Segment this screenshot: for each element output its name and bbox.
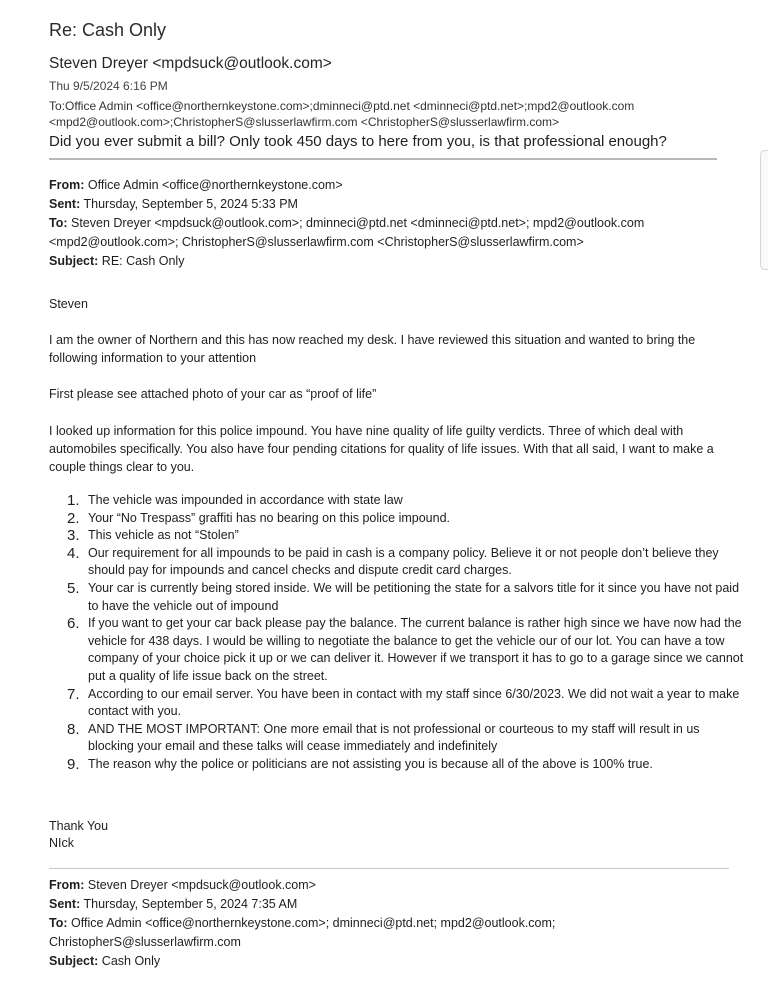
- list-number: 9.: [67, 755, 80, 773]
- subject-label: Subject:: [49, 254, 99, 268]
- quoted-header-1: [49, 176, 739, 271]
- list-number: 6.: [67, 615, 80, 633]
- list-item-text: If you want to get your car back please pay the balance. The current balance is rather high since we have now had the vehicle for 438 days. I would be willing to negotiate the balance to get the vehicle our of our lot. You can have a tow company of your choice pick it up or we can deliver it. However if we transport it has to go to a garage since we cannot put a quality of life issue back on the street.: [88, 616, 744, 683]
- list-item-text: Our requirement for all impounds to be paid in cash is a company policy. Believe it or not people don’t believe they should pay for impounds and cancel checks and dispute credit card charges.: [88, 545, 719, 578]
- list-number: 5.: [67, 579, 80, 597]
- list-item: [67, 527, 747, 545]
- list-item: [67, 686, 747, 721]
- numbered-list: [67, 492, 747, 774]
- quote-divider: [49, 158, 717, 160]
- list-number: 8.: [67, 720, 80, 738]
- list-number: 4.: [67, 544, 80, 562]
- list-number: 7.: [67, 685, 80, 703]
- quoted-to-row: [49, 914, 739, 952]
- email-subject-title: Re: Cash Only: [49, 20, 167, 40]
- quoted-from-row: [49, 876, 739, 895]
- list-item-text: The reason why the police or politicians are not assisting you is because all of the above is 100% true.: [88, 756, 653, 771]
- body-paragraph-1: I am the owner of Northern and this has now reached my desk. I have reviewed this situation and wanted to bring the following information to your attention: [49, 333, 696, 365]
- to-value: Steven Dreyer <mpdsuck@outlook.com>; dminneci@ptd.net <dminneci@ptd.net>; mpd2@outlook.com <mpd2@outlook.com>; ChristopherS@slusserlawfirm.com <ChristopherS@slusserlawfirm.com>: [49, 216, 645, 249]
- sent-label: Sent:: [49, 897, 81, 911]
- recipients-line[interactable]: To:Office Admin <office@northernkeystone.com>;dminneci@ptd.net <dminneci@ptd.net>;mpd2@outlook.com <mpd2@outlook.com>;ChristopherS@slusserlawfirm.com <ChristopherS@slusserlawfirm.com>: [49, 99, 635, 129]
- reply-body: Did you ever submit a bill? Only took 450 days to here from you, is that professional enough?: [49, 133, 667, 150]
- to-label: To:: [49, 216, 68, 230]
- list-item-text: AND THE MOST IMPORTANT: One more email that is not professional or courteous to my staff will result in us blocking your email and these talks will cease immediately and indefinitely: [88, 721, 700, 754]
- quoted-to-row: [49, 214, 739, 252]
- list-item-text: This vehicle as not “Stolen”: [88, 528, 239, 543]
- sent-value: Thursday, September 5, 2024 5:33 PM: [83, 197, 298, 211]
- list-item: [67, 615, 747, 685]
- from-value: Steven Dreyer <mpdsuck@outlook.com>: [87, 878, 316, 892]
- subject-label: Subject:: [49, 954, 99, 968]
- list-item-text: Your car is currently being stored inside. We will be petitioning the state for a salvors title for it since you have not paid to have the vehicle out of impound: [88, 580, 740, 613]
- from-value: Office Admin <office@northernkeystone.com>: [87, 178, 343, 192]
- to-value: Office Admin <office@northernkeystone.com>; dminneci@ptd.net; mpd2@outlook.com; ChristopherS@slusserlawfirm.com: [49, 916, 556, 949]
- list-number: 3.: [67, 527, 80, 545]
- quoted-subject-row: [49, 952, 739, 971]
- list-item: [67, 492, 747, 510]
- list-number: 2.: [67, 509, 80, 527]
- list-item-text: According to our email server. You have been in contact with my staff since 6/30/2023. We did not wait a year to make contact with you.: [88, 686, 740, 719]
- list-item: [67, 510, 747, 528]
- sent-value: Thursday, September 5, 2024 7:35 AM: [83, 897, 298, 911]
- from-label: From:: [49, 178, 85, 192]
- quoted-sent-row: [49, 895, 739, 914]
- body-paragraph-3: I looked up information for this police impound. You have nine quality of life guilty verdicts. Three of which deal with automobiles specifically. You also have four pending citations for quality of life issues. With that all said, I want to make a couple things clear to you.: [49, 424, 714, 474]
- quote-divider-2: [49, 868, 729, 869]
- subject-value: Cash Only: [101, 954, 161, 968]
- signature-block: [49, 818, 108, 852]
- list-item: [67, 721, 747, 756]
- sign-off: Thank You: [49, 819, 109, 833]
- to-label: To:: [49, 916, 68, 930]
- quoted-header-2: [49, 876, 739, 971]
- greeting: Steven: [49, 297, 88, 311]
- list-item: [67, 580, 747, 615]
- quoted-sent-row: [49, 195, 739, 214]
- list-item-text: Your “No Trespass” graffiti has no bearing on this police impound.: [88, 510, 451, 525]
- side-panel-tab[interactable]: [760, 150, 768, 270]
- from-label: From:: [49, 878, 85, 892]
- sent-date: Thu 9/5/2024 6:16 PM: [49, 79, 168, 93]
- list-number: 1.: [67, 492, 80, 509]
- list-item: [67, 545, 747, 580]
- list-item: [67, 756, 747, 774]
- sent-label: Sent:: [49, 197, 81, 211]
- sender-name[interactable]: Steven Dreyer <mpdsuck@outlook.com>: [49, 55, 332, 72]
- subject-value: RE: Cash Only: [101, 254, 185, 268]
- body-paragraph-2: First please see attached photo of your car as “proof of life”: [49, 387, 377, 401]
- list-item-text: The vehicle was impounded in accordance with state law: [88, 493, 403, 507]
- signature-name: NIck: [49, 836, 74, 850]
- quoted-from-row: [49, 176, 739, 195]
- quoted-subject-row: [49, 252, 739, 271]
